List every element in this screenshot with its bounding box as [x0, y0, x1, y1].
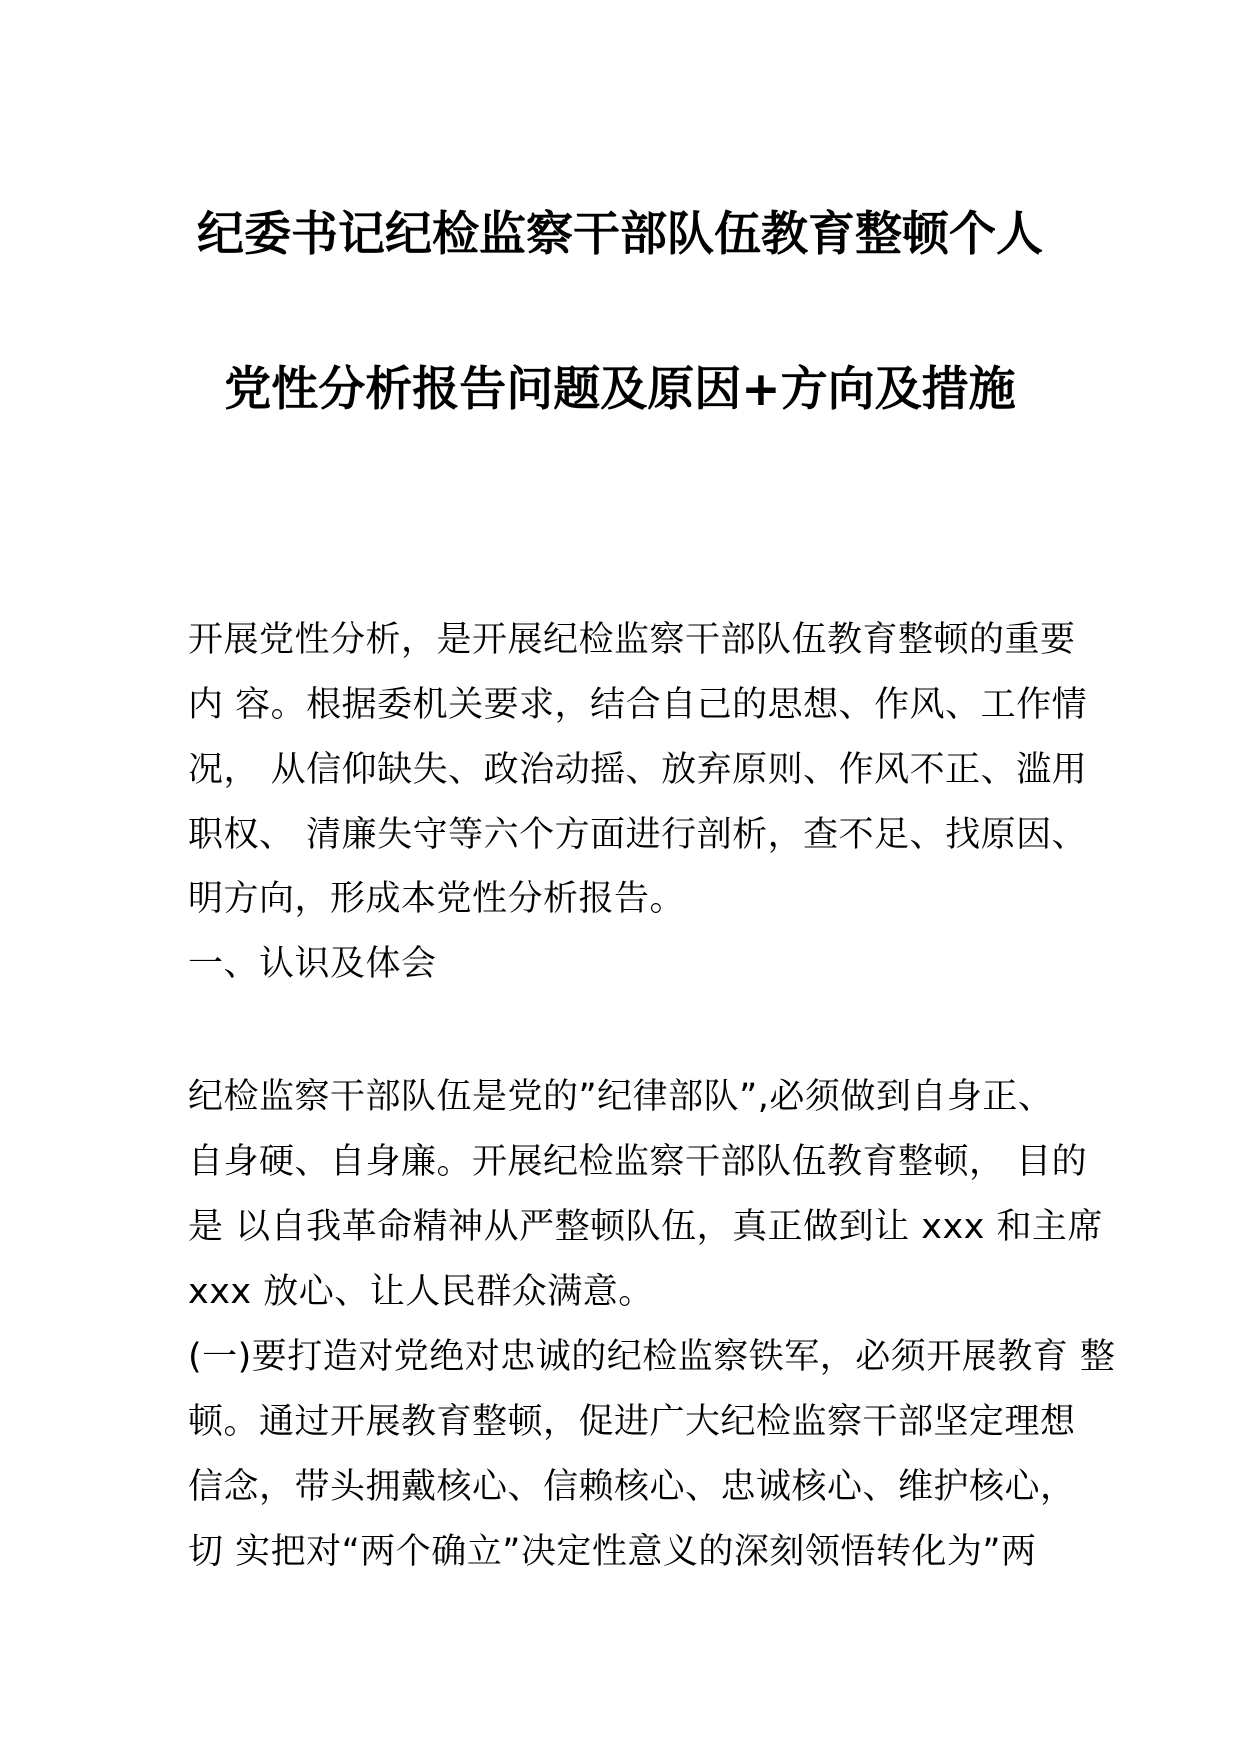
text-line: 信念，带头拥戴核心、信赖核心、忠诚核心、维护核心，	[188, 1467, 1076, 1507]
text-line: (一)要打造对党绝对忠诚的纪检监察铁军，必须开展教育 整	[188, 1337, 1116, 1377]
text-line: 纪检监察干部队伍是党的”纪律部队”,必须做到自身正、	[188, 1077, 1054, 1117]
text-line: 是 以自我革命精神从严整顿队伍，真正做到让 xxx 和主席	[188, 1207, 1104, 1247]
document-title-line-1: 纪委书记纪检监察干部队伍教育整顿个人	[197, 207, 1043, 262]
text-line: xxx 放心、让人民群众满意。	[188, 1272, 654, 1312]
text-line: 顿。通过开展教育整顿，促进广大纪检监察干部坚定理想	[188, 1402, 1076, 1442]
text-line: 内 容。根据委机关要求，结合自己的思想、作风、工作情	[188, 685, 1088, 725]
text-line: 自身硬、自身廉。开展纪检监察干部队伍教育整顿， 目的	[188, 1142, 1088, 1182]
text-line: 开展党性分析，是开展纪检监察干部队伍教育整顿的重要	[188, 620, 1076, 660]
text-line: 切 实把对“两个确立”决定性意义的深刻领悟转化为”两	[188, 1532, 1037, 1572]
text-line: 职权、 清廉失守等六个方面进行剖析，查不足、找原因、	[188, 815, 1088, 855]
text-line: 明方向，形成本党性分析报告。	[188, 879, 686, 919]
text-line: 况， 从信仰缺失、政治动摇、放弃原则、作风不正、滥用	[188, 750, 1088, 790]
section-heading: 一、认识及体会	[188, 944, 437, 984]
document-title-line-2: 党性分析报告问题及原因+方向及措施	[224, 362, 1016, 417]
